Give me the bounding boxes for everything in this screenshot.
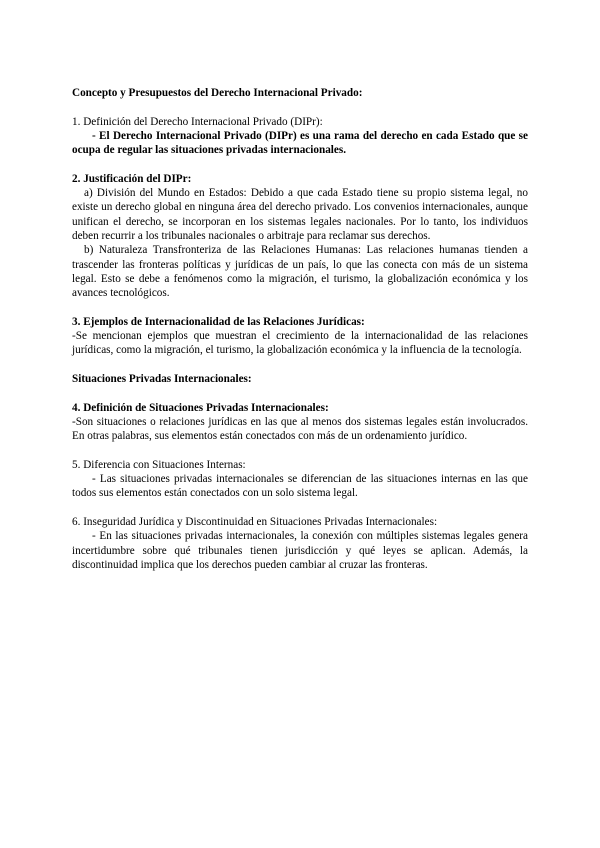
section-4-heading: 4. Definición de Situaciones Privadas Internacionales:: [72, 401, 329, 414]
section-2-item-a: a) División del Mundo en Estados: Debido a que cada Estado tiene su propio sistema legal, no existe un derecho global en ninguna área del derecho privado. Los convenios internacionales, aunque unifican el derecho, se incorporan en los sistemas legales nacionales. Por lo tanto, los individuos deben recurrir a los tribunales nacionales o arbitraje para reclamar sus derechos.: [72, 187, 528, 242]
section-6-heading: 6. Inseguridad Jurídica y Discontinuidad en Situaciones Privadas Internacionales:: [72, 515, 438, 528]
section-2-heading: 2. Justificación del DIPr:: [72, 172, 192, 185]
section-6-text: - En las situaciones privadas internacionales, la conexión con múltiples sistemas legales genera incertidumbre sobre qué tribunales tienen jurisdicción y qué leyes se aplican. Además, la discontinuidad implica que los derechos pueden cambiar al cruzar las fronteras.: [72, 530, 528, 571]
section-5-heading: 5. Diferencia con Situaciones Internas:: [72, 458, 246, 471]
section-4-text: -Son situaciones o relaciones jurídicas en las que al menos dos sistemas legales están involucrados. En otras palabras, sus elementos están conectados con más de un ordenamiento jurídico.: [72, 415, 528, 443]
section-2-item-b: b) Naturaleza Transfronteriza de las Relaciones Humanas: Las relaciones humanas tienden a trascender las fronteras políticas y jurídicas de un país, lo que las conecta con más de un sistema legal. Esto se debe a fenómenos como la migración, el turismo, la globalización económica y los avances tecnológicos.: [72, 244, 528, 300]
section-1-heading: 1. Definición del Derecho Internacional Privado (DIPr):: [72, 115, 323, 128]
subtitle: Situaciones Privadas Internacionales:: [72, 372, 252, 385]
section-3-text: -Se mencionan ejemplos que muestran el crecimiento de la internacionalidad de las relaciones jurídicas, como la migración, el turismo, la globalización económica y la influencia de la tecnología.: [72, 330, 528, 357]
section-3-heading: 3. Ejemplos de Internacionalidad de las Relaciones Jurídicas:: [72, 315, 365, 328]
main-title: Concepto y Presupuestos del Derecho Internacional Privado:: [72, 87, 363, 99]
section-5-text: - Las situaciones privadas internacionales se diferencian de las situaciones internas en las que todos sus elementos están conectados con un solo sistema legal.: [72, 473, 528, 500]
section-1-text: - El Derecho Internacional Privado (DIPr) es una rama del derecho en cada Estado que se ocupa de regular las situaciones privadas internacionales.: [72, 129, 528, 157]
